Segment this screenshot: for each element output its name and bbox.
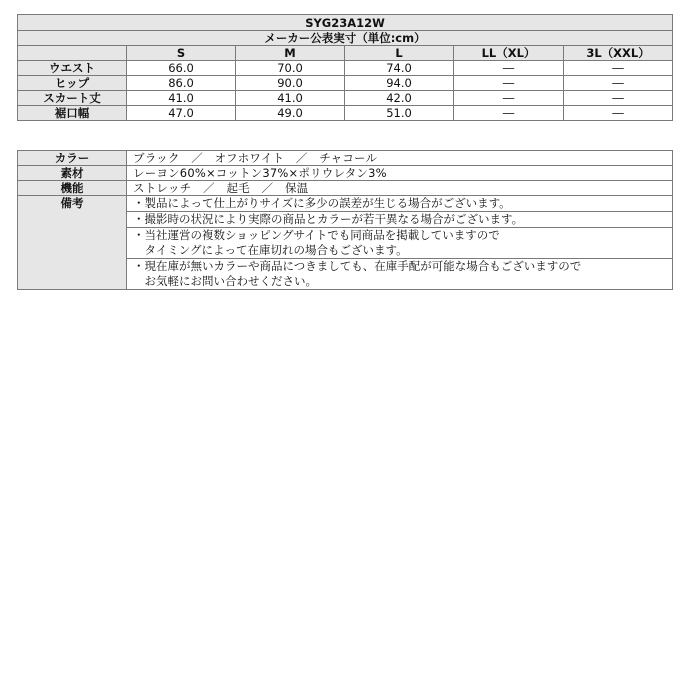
size-header-ll: LL（XL）: [454, 46, 564, 61]
row-label: 裾口幅: [18, 106, 127, 121]
note-item: [127, 212, 673, 228]
measurement-cell: 70.0: [236, 61, 345, 76]
note-item: [127, 228, 673, 259]
measurement-cell: ―: [564, 91, 673, 106]
size-header-l: L: [345, 46, 454, 61]
measurement-cell: 41.0: [127, 91, 236, 106]
product-code: SYG23A12W: [18, 15, 673, 31]
measurement-row-hip: [18, 76, 673, 91]
measurement-cell: 49.0: [236, 106, 345, 121]
spec-row-color: [18, 151, 673, 166]
measurement-cell: 66.0: [127, 61, 236, 76]
spec-label: 素材: [18, 166, 127, 181]
note-line: ・当社運営の複数ショッピングサイトでも同商品を掲載していますので: [133, 228, 500, 242]
measurement-cell: 42.0: [345, 91, 454, 106]
color-value: ブラック ／ オフホワイト ／ チャコール: [127, 151, 673, 166]
measurement-row-waist: [18, 61, 673, 76]
corner-cell: [18, 46, 127, 61]
size-table: [17, 14, 673, 121]
size-table-title-row: [18, 15, 673, 31]
spec-table: [17, 150, 673, 290]
note-line: ・撮影時の状況により実際の商品とカラーが若干異なる場合がございます。: [133, 212, 524, 226]
row-label: ヒップ: [18, 76, 127, 91]
measurement-cell: ―: [454, 61, 564, 76]
note-line: ・製品によって仕上がりサイズに多少の誤差が生じる場合がございます。: [133, 196, 511, 210]
material-value: レーヨン60%×コットン37%×ポリウレタン3%: [127, 166, 673, 181]
row-label: スカート丈: [18, 91, 127, 106]
size-header-m: M: [236, 46, 345, 61]
size-table-subtitle-row: [18, 31, 673, 46]
measurement-row-skirt-length: [18, 91, 673, 106]
note-item: [127, 196, 673, 212]
note-line: タイミングによって在庫切れの場合もございます。: [133, 243, 408, 257]
note-item: [127, 259, 673, 290]
spec-row-notes: [18, 196, 673, 212]
measurement-row-hem-width: [18, 106, 673, 121]
spec-label: 備考: [18, 196, 127, 290]
row-label: ウエスト: [18, 61, 127, 76]
measurement-cell: 41.0: [236, 91, 345, 106]
spec-row-material: [18, 166, 673, 181]
measurement-cell: ―: [454, 76, 564, 91]
measurement-cell: 90.0: [236, 76, 345, 91]
spec-label: 機能: [18, 181, 127, 196]
function-value: ストレッチ ／ 起毛 ／ 保温: [127, 181, 673, 196]
size-header-3l: 3L（XXL）: [564, 46, 673, 61]
measurement-cell: 86.0: [127, 76, 236, 91]
measurement-cell: ―: [454, 106, 564, 121]
measurement-cell: 51.0: [345, 106, 454, 121]
note-line: お気軽にお問い合わせください。: [133, 274, 317, 288]
measurement-cell: ―: [564, 76, 673, 91]
measurement-cell: 94.0: [345, 76, 454, 91]
measurement-cell: ―: [564, 61, 673, 76]
measurement-cell: ―: [454, 91, 564, 106]
measurement-cell: ―: [564, 106, 673, 121]
size-header-row: [18, 46, 673, 61]
spec-row-function: [18, 181, 673, 196]
measurement-cell: 74.0: [345, 61, 454, 76]
size-header-s: S: [127, 46, 236, 61]
size-table-subtitle: メーカー公表実寸（単位:cm）: [18, 31, 673, 46]
measurement-cell: 47.0: [127, 106, 236, 121]
spec-label: カラー: [18, 151, 127, 166]
note-line: ・現在庫が無いカラーや商品につきましても、在庫手配が可能な場合もございますので: [133, 259, 582, 273]
